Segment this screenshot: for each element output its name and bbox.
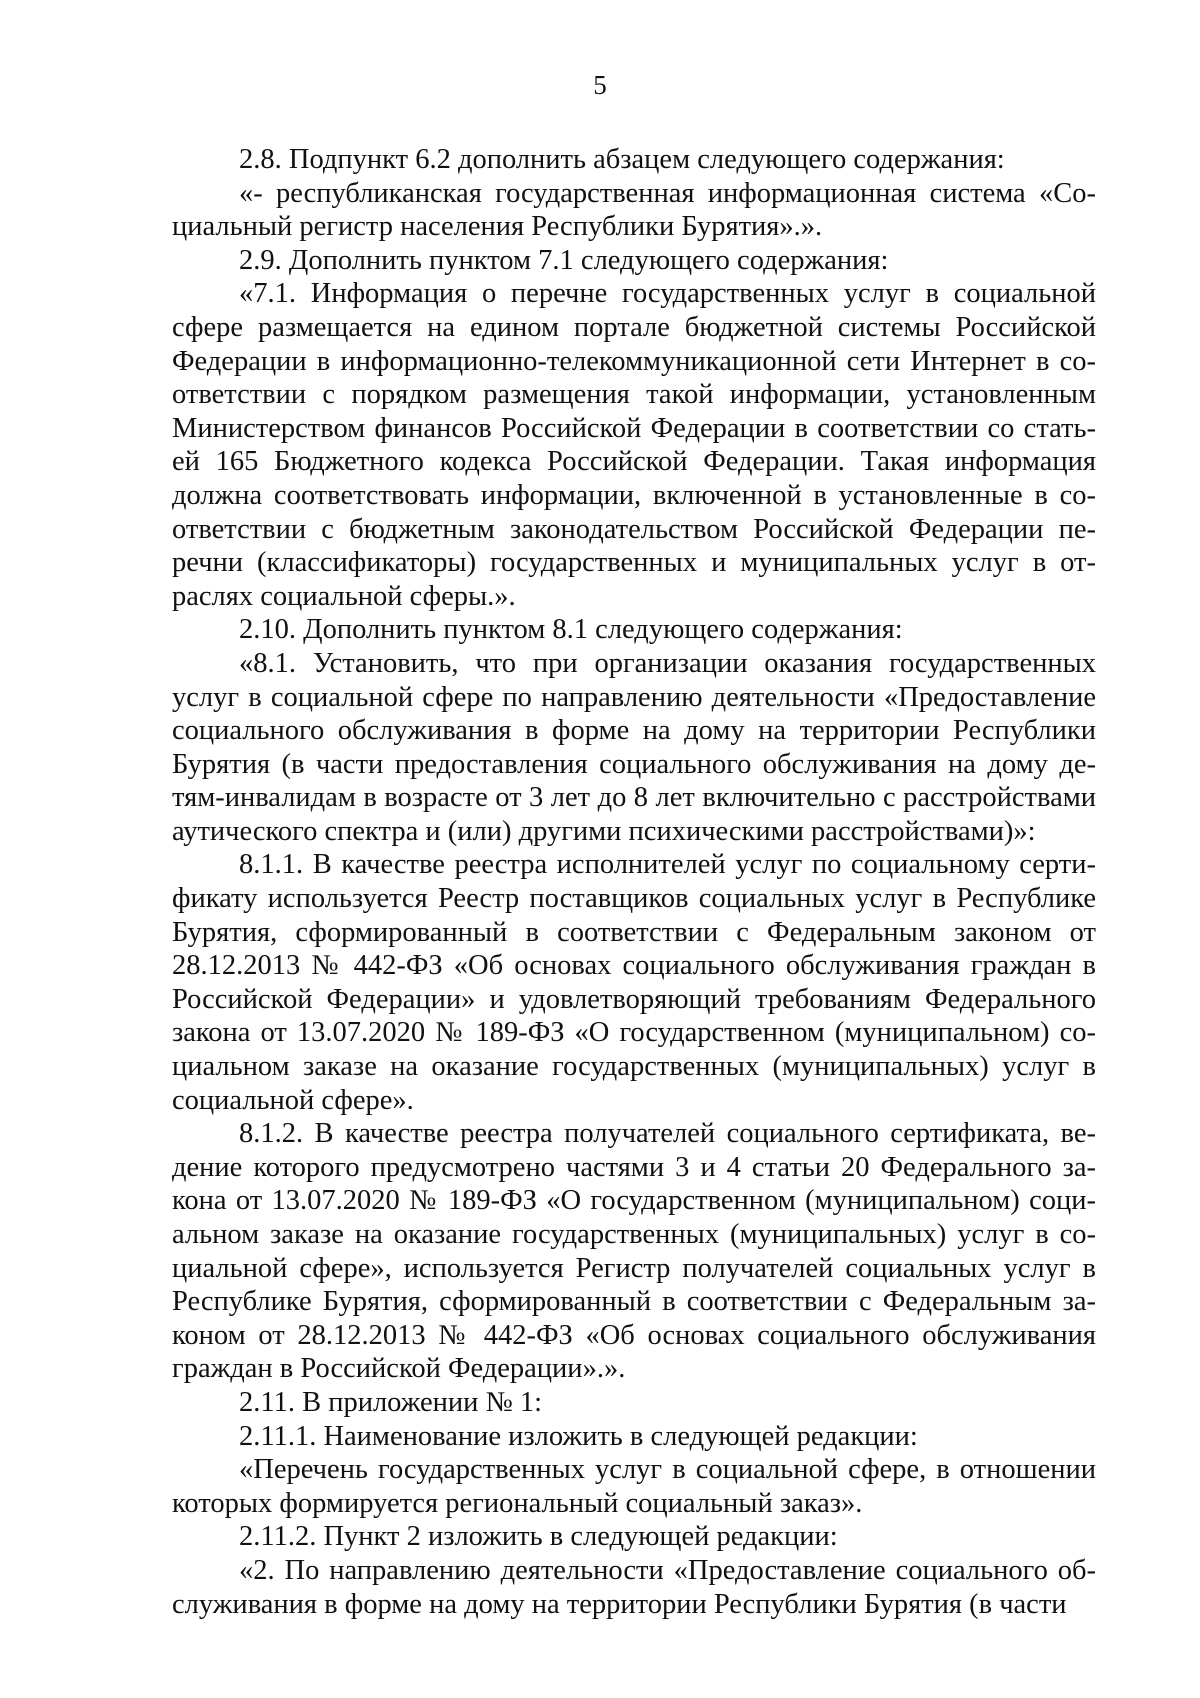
paragraph-2-11-1: 2.11.1. Наименование изложить в следующей редакции: [239, 1420, 918, 1452]
paragraph-8-1-text: «8.1. Установить, что при организации оказания государственных услуг в социальной сфере по направлению деятельности «Предоставление социального обслуживания в форме на дому на территории Республики Бурятия (в части предоставления социального обслуживания на дому детям-инвалидам в возрасте от 3 лет до 8 лет включительно с расстройствами аутического спектра и (или) другими психическими расстройствами)»: [172, 647, 1096, 847]
document-body [172, 143, 1096, 1621]
paragraph-8-1-2: 8.1.2. В качестве реестра получателей социального сертификата, ведение которого предусмотрено частями 3 и 4 статьи 20 Федерального закона от 13.07.2020 № 189-ФЗ «О государственном (муниципальном) социальном заказе на оказание государственных (муниципальных) услуг в социальной сфере», используется Регистр получателей социальных услуг в Республике Бурятия, сформированный в соответствии с Федеральным законом от 28.12.2013 № 442-ФЗ «Об основах социального обслуживания граждан в Российской Федерации».». [172, 1118, 1096, 1385]
paragraph-2-11-1-text: «Перечень государственных услуг в социальной сфере, в отношении которых формируется региональный социальный заказ». [172, 1454, 1096, 1519]
paragraph-7-1-text: «7.1. Информация о перечне государственных услуг в социальной сфере размещается на едином портале бюджетной системы Российской Федерации в информационно-телекоммуникационной сети Интернет в соответствии с порядком размещения такой информации, установленным Министерством финансов Российской Федерации в соответствии со статьей 165 Бюджетного кодекса Российской Федерации. Такая информация должна соответствовать информации, включенной в установленные в соответствии с бюджетным законодательством Российской Федерации перечни (классификаторы) государственных и муниципальных услуг в отраслях социальной сферы.». [172, 278, 1096, 612]
paragraph-2-8: 2.8. Подпункт 6.2 дополнить абзацем следующего содержания: [239, 144, 1005, 175]
paragraph-2-11-2-text: «2. По направлению деятельности «Предоставление социального обслуживания в форме на дому на территории Республики Бурятия (в части [172, 1554, 1096, 1620]
page-number: 5 [593, 70, 607, 100]
paragraph-2-11-2: 2.11.2. Пункт 2 изложить в следующей редакции: [239, 1521, 838, 1553]
paragraph-8-1-1: 8.1.1. В качестве реестра исполнителей услуг по социальному сертификату используется Реестр поставщиков социальных услуг в Республике Бурятия, сформированный в соответствии с Федеральным законом от 28.12.2013 № 442-ФЗ «Об основах социального обслуживания граждан в Российской Федерации» и удовлетворяющий требованиям Федерального закона от 13.07.2020 № 189-ФЗ «О государственном (муниципальном) социальном заказе на оказание государственных (муниципальных) услуг в социальной сфере». [172, 849, 1096, 1116]
paragraph-2-9: 2.9. Дополнить пунктом 7.1 следующего содержания: [239, 244, 889, 276]
paragraph-2-8-text: «- республиканская государственная информационная система «Социальный регистр населения Республики Бурятия».». [172, 177, 1096, 243]
paragraph-2-10: 2.10. Дополнить пунктом 8.1 следующего содержания: [239, 614, 903, 646]
paragraph-2-11: 2.11. В приложении № 1: [239, 1386, 543, 1418]
